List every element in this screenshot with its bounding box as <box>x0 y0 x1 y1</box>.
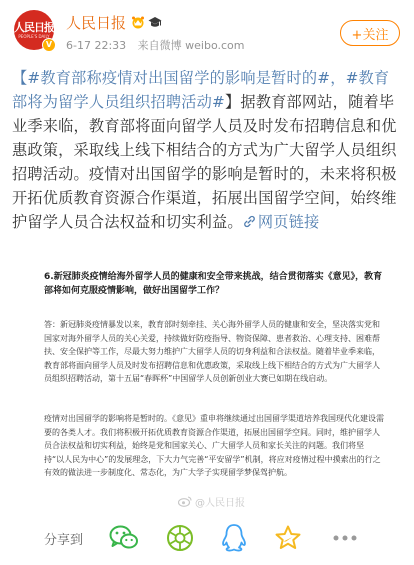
share-qzone-button[interactable] <box>271 521 305 555</box>
web-link-label: 网页链接 <box>257 213 320 231</box>
web-link[interactable] <box>243 213 320 231</box>
name-row <box>66 12 162 32</box>
hashtag-separator: ， <box>330 69 346 87</box>
follow-button[interactable]: +关注 <box>340 20 400 46</box>
image-watermark <box>178 494 245 509</box>
article-question: 6.新冠肺炎疫情给海外留学人员的健康和安全带来挑战，结合贯彻落实《意见》，教育部将如何克服疫情影响，做好出国留学工作？ <box>44 272 383 296</box>
post-body: 】据教育部网站，随着毕业季来临，教育部将面向留学人员及时发布招聘信息和优惠政策，采取线上线下相结合的方式为广大留学人员组织招聘活动。疫情对出国留学的影响是暂时的，未来将积极开拓优质教育资源合作渠道，拓展出国留学空间，始终维护留学人员合法权益和切实利益。 <box>12 93 397 231</box>
hashtag-recruitment[interactable]: #教育部将为留学人员组织招聘活动# <box>12 69 390 111</box>
graduation-cap-icon <box>148 15 162 29</box>
post-source: 来自微博 weibo.com <box>137 39 245 52</box>
post-meta <box>66 37 245 53</box>
vip-crown-icon <box>130 15 146 29</box>
link-icon <box>243 215 256 228</box>
article-paragraph-2: 疫情对出国留学的影响将是暂时的。《意见》重申将继续通过出国留学渠道培养我国现代化建设需要的各类人才。我们将积极开拓优质教育资源合作渠道，拓展出国留学空间。同时，维护留学人员合法权益和切实利益，始终是党和国家关心、广大留学人员和家长关注的问题。我们将坚持“以人民为中心”的发展理念，下大力气完善“平安留学”机制，将应对疫情过程中摸索出的行之有效的做法进一步制度化、常态化，为广大学子实现留学梦保驾护航。 <box>44 414 384 477</box>
share-label: 分享到 <box>44 533 84 548</box>
post-time: 6-17 22:33 <box>66 39 127 52</box>
share-more-button[interactable] <box>328 521 362 555</box>
post-header <box>0 0 414 60</box>
article-answer: 答：新冠肺炎疫情暴发以来，教育部时刻牵挂、关心海外留学人员的健康和安全，坚决落实党和国家对海外留学人员的关心关爱，持续做好防疫指导、物资保障、患者救治、心理支持、困难帮扶、安全保护等工作，尽最大努力维护广大留学人员的切身利益和合法权益。随着毕业季来临，教育部将面向留学人员及时发布招聘信息和优惠政策，采取线上线下相结合的方式为广大留学人员组织招聘活动，第十五届“春晖杯”中国留学人员创新创业大赛已如期在线启动。 <box>44 320 380 383</box>
avatar-logo-text: 人民日报 <box>14 20 54 34</box>
article-image[interactable] <box>24 262 390 524</box>
qzone-star-icon <box>274 524 302 552</box>
account-name[interactable]: 人民日报 <box>66 13 127 32</box>
qq-icon <box>221 523 247 553</box>
avatar-logo-subtext: PEOPLE'S DAILY <box>18 33 50 39</box>
wechat-icon <box>109 524 139 552</box>
verified-badge-icon: V <box>42 38 56 52</box>
moments-icon <box>166 524 194 552</box>
post-text <box>12 66 402 234</box>
more-dots-icon <box>332 534 358 542</box>
weibo-logo-icon <box>178 496 192 507</box>
share-wechat-button[interactable] <box>107 521 141 555</box>
hashtag-study-abroad-impact[interactable]: 【#教育部称疫情对出国留学的影响是暂时的# <box>12 69 331 87</box>
share-bar <box>0 512 414 565</box>
share-qq-button[interactable] <box>217 521 251 555</box>
watermark-text: @人民日报 <box>195 498 245 509</box>
share-moments-button[interactable] <box>163 521 197 555</box>
